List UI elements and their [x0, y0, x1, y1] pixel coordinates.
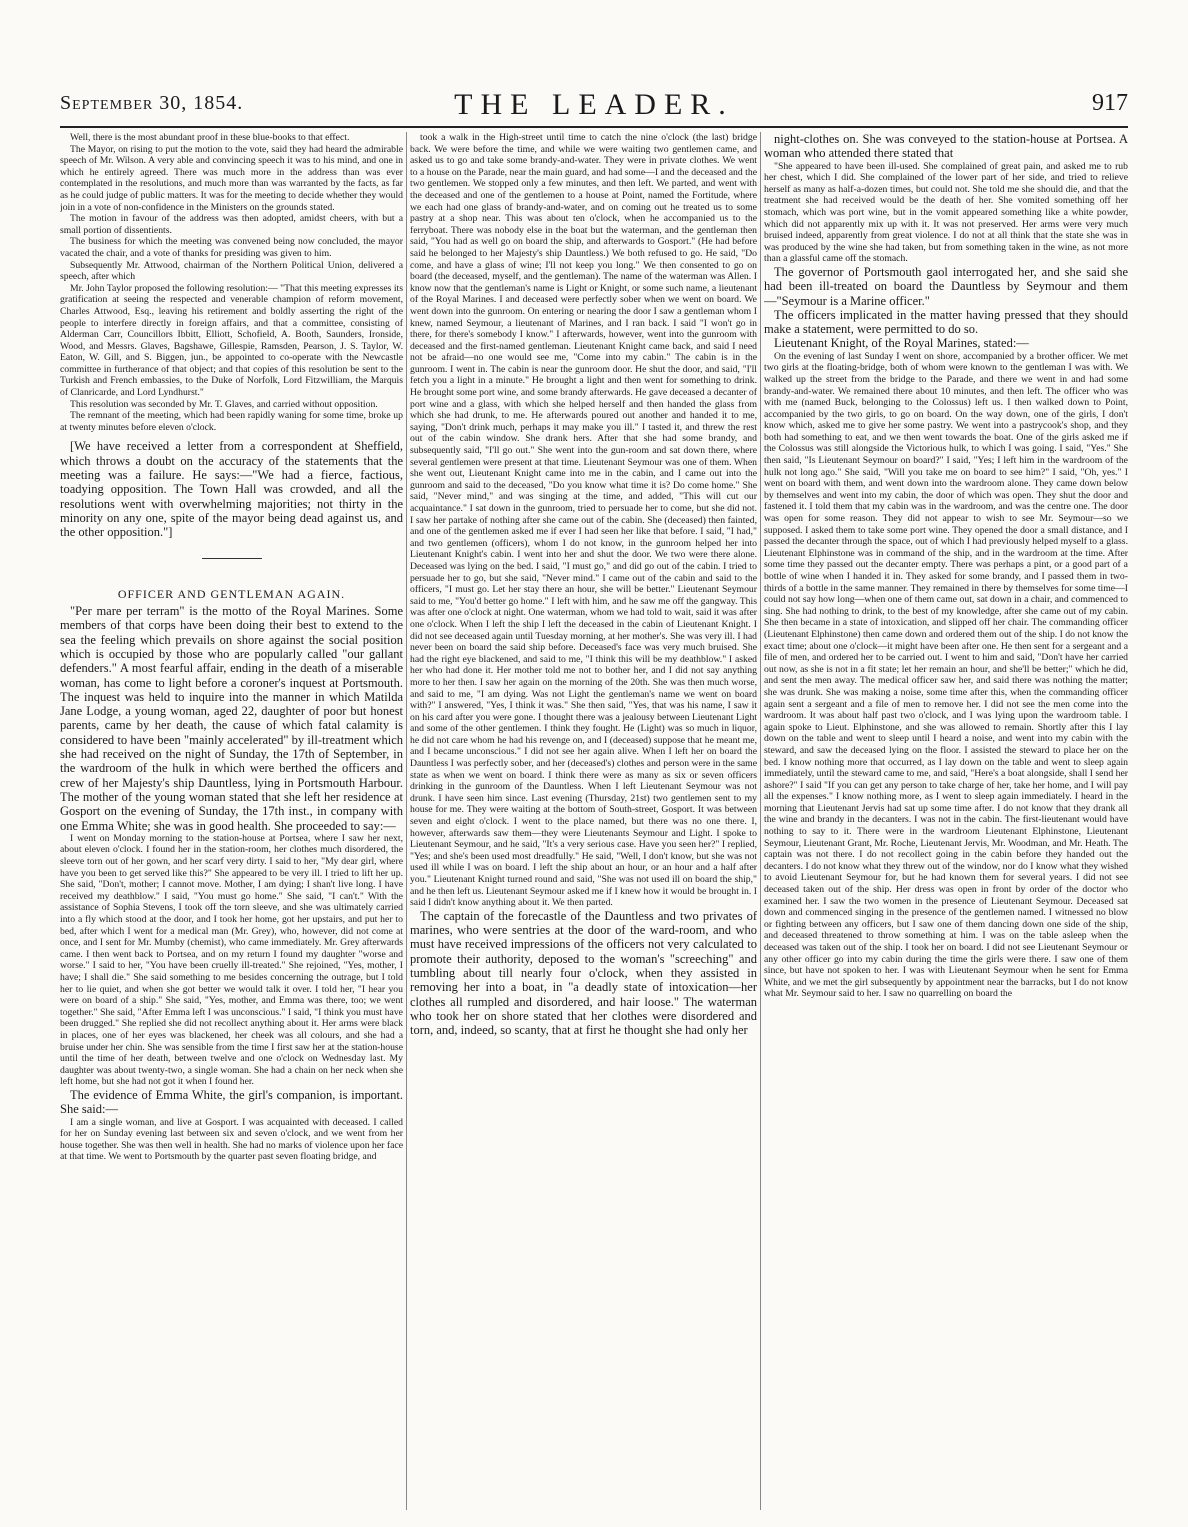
article-intro: "Per mare per terram" is the motto of the Royal Marines. Some members of that corps have been doing their best to extend to the sea the feeling which prevails on shore against the social position which is occupied by those who are popularly called "our gallant defenders." A most fearful affair, ending in the death of a miserable woman, has come to light before a coroner's inquest at Portsmouth. The inquest was held to inquire into the manner in which Matilda Jane Lodge, a young woman, aged 22, daughter of poor but honest parents, came by her death, the cause of which fatal calamity is considered to have been "mainly accelerated" by ill-treatment which she had received on the night of Sunday, the 17th of September, in the wardroom of the hulk in which were berthed the officers and crew of her Majesty's ship Dauntless, lying in Portsmouth Harbour. The mother of the young woman stated that she left her residence at Gosport on the evening of Sunday, the 17th inst., in company with one Emma White; she was in good health. She proceeded to say:— [60, 604, 403, 833]
knight-statement: On the evening of last Sunday I went on shore, accompanied by a brother officer. We met two girls at the floating-bridge, both of whom were known to the gentleman I was with. We walked up the street from the bridge to the Parade, and there we went in and had some brandy-and-water. We remained there about 10 minutes, and then left. The officer who was with me (named Buck, belonging to the Colossus) left us. I then walked down to Point, accompanied by the two girls, to go on board. On the way down, one of the girls, I don't know which, asked me to give her some pastry. We went into a pastrycook's shop, and they both had something to eat, and we then went towards the boat. One of the girls asked me if the Colossus was still alongside the Victorious hulk, to which I was going. I said, "Yes." She then said, "Is Lieutenant Seymour on board?" I said, "Yes; I left him in the wardroom of the hulk not long ago." She said, "Will you take me on board to see him?" I said, "Oh, yes." I went on board with them, and went down into the wardroom alone. They came down below by themselves and went into my cabin, the door of which was open. They shut the door and fastened it. I told them that my cabin was in the wardroom, and was the centre one. The door was open for some reason. They did not appear to wish to see Mr. Seymour—so we supposed. I asked them to take some port wine. They opened the door a small distance, and I passed the decanter through the space, out of which I had previously helped myself to a glass. Lieutenant Elphinstone was in command of the ship, and in the wardroom at the time. After some time they passed out the decanter empty. There was perhaps a pint, or a good part of a bottle of wine when I handed it in. They asked for some brandy, and I passed them in two-thirds of a bottle in the same manner. They remained in there by themselves for some time—I could not say how long—when one of them came out, sat down in a chair, and commenced to sing. She had nothing to drink, to the best of my knowledge, after she came out of my cabin. She then became in a state of intoxication, and slipped off her chair. The commanding officer (Lieutenant Elphinstone) then came down and ordered them out of the ship. I do not know the exact time; about one o'clock—it might have been after one. He then sent for a sergeant and a file of men, and ordered her to be carried out. I went to him and said, "Don't have her carried out now, as she is not in a fit state; let her remain an hour, and she'll be better;" which he did, and sent the men away. The medical officer saw her, and said there was nothing the matter; she was drunk. She was making a noise, some time after this, when the commanding officer again sent a sergeant and a file of men to remove her. I did not see the men come into the wardroom. It was about half past two o'clock, and I was lying upon the wardroom table. I again spoke to Lieut. Elphinstone, and she was allowed to remain. Shortly after this I lay down on the table and went to sleep until I heard a noise, and went into my cabin with the steward, and saw the deceased lying on the floor. I assisted the steward to place her on the bed. I know nothing more that occurred, as I lay down on the table and went to sleep again immediately, until the steward came to me, and said, "Here's a boat alongside, shall I send her ashore?" I said "If you can get any person to take charge of her, take her home, and I will pay all the expenses." I know nothing more, as I went to sleep again immediately. I heard in the morning that Lieutenant Jervis had sat up some time after. I do not know that they drank all the wine and brandy in the decanters. I was not in the cabin. The first-lieutenant would have nothing to say to it. There were in the wardroom Lieutenant Elphinstone, Lieutenant Seymour, Lieutenant Grant, Mr. Roche, Lieutenant Jervis, Mr. Woodman, and Mr. Heath. The captain was not there. I do not recollect going in the cabin before they handed out the decanters. I do not know what they threw out of the window, nor do I know what they wished to avoid Lieutenant Seymour for, but he had known them for several years. I did not see deceased taken out of the ship. Her dress was open in front by order of the doctor who examined her. I saw the two women in the presence of Lieutenant Seymour. Deceased sat down and commenced singing in the presence of the gentlemen named. I witnessed no blow or fighting between any officers, but I saw one of them dancing down one side of the ship, and deceased threatened to throw something at him. I was on the table asleep when the deceased was taken out of the ship. I took her on board. I did not see Lieutenant Seymour or any other officer go into my cabin during the time the girls were there. I saw one of them since, but have not spoken to her. I was with Lieutenant Seymour when he sent for Emma White, and we met the girl subsequently by appointment near the barracks, but I do not know what Mr. Seymour said to her. I saw no quarrelling on board the [764, 350, 1128, 1000]
paragraph: The business for which the meeting was convened being now concluded, the mayor vacated the chair, and a vote of thanks for presiding was given to him. [60, 236, 403, 259]
column-3 [764, 132, 1128, 1510]
paragraph: The governor of Portsmouth gaol interrogated her, and she said she had been ill-treated on board the Dauntless by Seymour and them—"Seymour is a Marine officer." [764, 264, 1128, 308]
paragraph: Lieutenant Knight, of the Royal Marines, stated:— [774, 336, 1029, 351]
resolution-paragraph: Mr. John Taylor proposed the following resolution:— "That this meeting expresses its gratification at seeing the respected and venerable champion of reform movement, Charles Attwood, Esq., leaving his retirement and boldly asserting the right of the people to interfere directly in foreign affairs, and that a committee, consisting of Alderman Carr, Councillors Ibbitt, Elliott, Schofield, A. Booth, Saunders, Ironside, Wood, and Messrs. Glaves, Bagshawe, Gillespie, Ramsden, Pearson, J. S. Taylor, W. Eaton, W. Gill, and S. Biggen, jun., be appointed to co-operate with the Newcastle committee in furtherance of that object; and that copies of this resolution be sent to the Turkish and French embassies, to the Duke of Norfolk, Lord Fitzwilliam, the Marquis of Clanricarde, and Lord Lyndhurst." [60, 282, 403, 399]
paragraph: night-clothes on. She was conveyed to the station-house at Portsea. A woman who attended there stated that [764, 132, 1128, 161]
issue-date: September 30, 1854. [60, 92, 244, 114]
paragraph: Well, there is the most abundant proof in these blue-books to that effect. [70, 132, 350, 143]
header-rule [60, 126, 1128, 128]
paragraph: The motion in favour of the address was then adopted, amidst cheers, with but a small portion of dissentients. [60, 213, 403, 236]
column-1 [60, 132, 403, 1510]
column-2 [410, 132, 757, 1510]
paragraph: The captain of the forecastle of the Dauntless and two privates of marines, who were sentries at the door of the ward-room, and who must have received impressions of the officers not very calculated to promote their authority, deposed to the woman's "screeching" and tumbling about till nearly four o'clock, when they assisted in removing her into a boat, in "a deadly state of intoxication—her clothes all rumpled and disordered, and hair loose." The waterman who took her on shore stated that her clothes were disordered and torn, and, indeed, so scanty, that at first he thought she had only her [410, 908, 757, 1038]
paragraph: The officers implicated in the matter having pressed that they should make a statement, were permitted to do so. [764, 307, 1128, 337]
column-divider [760, 132, 761, 1510]
editorial-note: [We have received a letter from a correspondent at Sheffield, which throws a doubt on the accuracy of the statements that the meeting was a failure. He says:—"We had a fierce, factious, toadying opposition. The Town Hall was crowded, and all the resolutions went with overwhelming majorities; not thirty in the minority on any one, spite of the mayor being dead against us, and the other opposition."] [60, 439, 403, 540]
column-divider [406, 132, 407, 1510]
emma-testimony-continued: took a walk in the High-street until time to catch the nine o'clock (the last) bridge back. We were before the time, and while we were waiting two gentlemen came, and asked us to go and take some brandy-and-water. They were in private clothes. We went to a house on the Parade, near the main guard, and had some—I and the deceased and the two gentlemen. We stopped only a few minutes, and then left. We parted, and went with the deceased and one of the gentlemen to a house at Point, named the Fortitude, where we each had one glass of brandy-and-water, and on coming out he treated us to some pastry at a shop near. This was about ten o'clock, when he accompanied us to the ferryboat. There was nobody else in the boat but the waterman, and the gentleman then said, "You had as well go on board the ship, and afterwards to Gosport." (He had before said he belonged to her Majesty's ship Dauntless.) We both refused to go. He said, "Do come, and have a glass of wine; I'll not keep you long." We then consented to go on board (the deceased, myself, and the gentleman). The name of the waterman was Allen. I know now that the gentleman's name is Light or Knight, or some such name, a lieutenant of the Royal Marines. I and deceased were perfectly sober when we went on board. We went down into the gunroom. On entering or nearing the door I saw a gentleman whom I knew, named Seymour, a lieutenant of Marines, and I ran back. I said "I won't go in there, for there's somebody I know." I afterwards, however, went into the gunroom with deceased and the first-named gentleman. Lieutenant Knight came back, and said I need not be afraid—no one would see me, "Come into my cabin." The cabin is in the gunroom. I went in. The cabin is near the gunroom door. He shut the door, and said, "I'll fetch you a light in a minute." He brought a light and then went for something to drink. He brought some port wine, and some brandy afterwards. He gave deceased a decanter of port wine and a glass, with which she helped herself and then handed the glass from which she had drunk, to me. He afterwards poured out another and handed it to me, saying, "Don't drink much, perhaps it may make you ill." I tasted it, and threw the rest out of the cabin window. She drank hers. After that she had some brandy, and subsequently said, "I'll go out." She went into the gun-room and sat down there, where several gentlemen were present at that time. Lieutenant Seymour was one of them. When she went out, Lieutenant Knight came into me in the cabin, and I came out into the gunroom and said to the deceased, "Do you know what time it is? Do come home." She said, "Never mind," and was singing at the time, and added, "This will cut our acquaintance." I sat down in the gunroom, tried to persuade her to come, but she did not. I saw her partake of nothing after she came out of the cabin. She (deceased) then fainted, and one of the gentlemen asked me if ever I had seen her like that before. I said, "I had," and two gentlemen (officers), whom I do not know, in the gunroom helped her into Lieutenant Knight's cabin. I went into her and shut the door. We two were there alone. Deceased was lying on the bed. I said, "I must go," and did go out of the cabin. I tried to persuade her to go, but she said, "Never mind." I came out of the cabin and said to the officers, "I must go. Let her stay there an hour, she will be better." Lieutenant Seymour said to me, "You'd better go home." I left with him, and he saw me off the gangway. This was after one o'clock at night. One waterman, whom we had told to wait, said it was after one o'clock. When I left the ship I left the deceased in the cabin of Lieutenant Knight. I did not see deceased again until Tuesday morning, at her mother's. She was very ill. I had never been on board the said ship before. Deceased's face was very much bruised. She had the right eye blackened, and said to me, "I think this will be my deathblow." I asked her who had done it. Her mother told me not to bother her, and I did not say anything more to her then. I saw her again on the morning of the 20th. She was then much worse, and said to me, "I am dying. Was not Light the gentleman's name we went on board with?" I answered, "Yes, I think it was." She then said, "Yes, that was his name, I saw it on his card after you were gone. I thought there was a jealousy between Lieutenant Light and some of the other gentlemen. I think they fought. He (Light) was so much in liquor, he did not care whom he had his revenge on, and I (deceased) suppose that he meant me, and I became unconscious." I did not see her again alive. When I left her on board the Dauntless I was perfectly sober, and her (deceased's) clothes and person were in the same state as when we went on board. I think there were as many as six or seven officers drinking in the gunroom of the Dauntless. When I left Lieutenant Seymour was not drunk. I have seen him since. Last evening (Thursday, 21st) two gentlemen sent to my house for me. They were waiting at the bottom of South-street, Gosport. It was between seven and eight o'clock. I went to the place named, but there was no one there. I, however, afterwards saw them—they were Lieutenants Seymour and Light. I spoke to Lieutenant Seymour, and he said, "It's a very serious case. Have you seen her?" I replied, "Yes; and she's been used most dreadfully." He said, "Well, I don't know, but she was not used ill while I was on board. I left the ship about an hour, or an hour and a half after you." Lieutenant Knight turned round and said, "She was not used ill on board the ship," and he then left us. Lieutenant Seymour asked me if I knew how it would be brought in. I said I didn't know anything about it. We then parted. [410, 132, 757, 909]
section-divider [202, 558, 262, 559]
paragraph: Subsequently Mr. Attwood, chairman of the Northern Political Union, delivered a speech, after which [60, 259, 403, 283]
masthead [60, 88, 1128, 126]
page-number: 917 [1092, 90, 1128, 116]
attendant-testimony: "She appeared to have been ill-used. She complained of great pain, and asked me to rub her chest, which I did. She complained of the lower part of her side, and tried to relieve herself as many as half-a-dozen times, but could not. She told me she should die, and that the treatment she had received would be the death of her. She vomited something off her stomach, which was port wine, but in the vomit appeared something like a white powder, which did not apparently mix up with it. It was not preserved. Her arms were very much bruised indeed, apparently from great violence. I do not at all think that the state she was in was produced by the wine she had taken, but from something taken in the wine, as not more than a glassful came off the stomach. [764, 160, 1128, 265]
paragraph: The remnant of the meeting, which had been rapidly waning for some time, broke up at twenty minutes before eleven o'clock. [60, 410, 403, 433]
article-heading: OFFICER AND GENTLEMAN AGAIN. [117, 586, 346, 601]
paragraph: The Mayor, on rising to put the motion to the vote, said they had heard the admirable speech of Mr. Wilson. A very able and convincing speech it was to his mind, and one in which he entirely agreed. There was much more in the address than was ever contemplated in the resolutions, and much more than was warranted by the facts, as far as he could judge of public matters. It was for the meeting to decide whether they would join in a vote of non-confidence in the Ministers on the grounds stated. [60, 143, 403, 213]
paragraph: This resolution was seconded by Mr. T. Glaves, and carried without opposition. [70, 398, 378, 410]
newspaper-title: THE LEADER. [454, 88, 734, 121]
emma-testimony: I am a single woman, and live at Gosport. I was acquainted with deceased. I called for her on Sunday evening last between six and seven o'clock, and we went from her house together. She was then well in health. She had no marks of violence upon her face at that time. We went to Portsmouth by the quarter past seven floating bridge, and [60, 1116, 403, 1163]
evidence-intro: The evidence of Emma White, the girl's companion, is important. She said:— [60, 1087, 403, 1117]
mother-testimony: I went on Monday morning to the station-house at Portsea, where I saw her next, about eleven o'clock. I found her in the station-room, her clothes much disordered, the sleeve torn out of her gown, and her scarf very dirty. I said to her, "My dear girl, where have you been to get served like this?" She appeared to be very ill. I tried to lift her up. She said, "Don't, mother; I cannot move. Mother, I am dying; I shan't live long. I have received my deathblow." I said, "You must go home." She said, "I can't." With the assistance of Sophia Stevens, I took off the torn sleeve, and she was ultimately carried into a fly which stood at the door, and I took her home, got her upstairs, and put her to bed, after which I went for a medical man (Mr. Grey), who, however, did not come at once, and I sent for Mr. Mumby (chemist), who came immediately. Mr. Grey afterwards came. I then went back to Portsea, and on my return I found my daughter "worse and worse." I said to her, "You have been cruelly ill-treated." She rejoined, "Yes, mother, I have; I shall die." She said something to me besides concerning the outrage, but I told her to lie quiet, and when she got better we would talk it over. I told her, "I hear you were on board of a ship." She said, "Yes, mother, and Emma was there, too; we went together." She said, "After Emma left I was unconscious." I said, "I think you must have been drugged." She replied she did not recollect anything about it. Her arms were black in places, one of her eyes was blackened, her cheek was all colours, and she had a bruise under her chin. She was sensible from the time I first saw her at the station-house until the time of her death, between twelve and one o'clock on Wednesday last. My daughter was about twenty-two, a single woman. She had a chain on her neck when she left home, but she had not got it when I found her. [60, 832, 403, 1088]
